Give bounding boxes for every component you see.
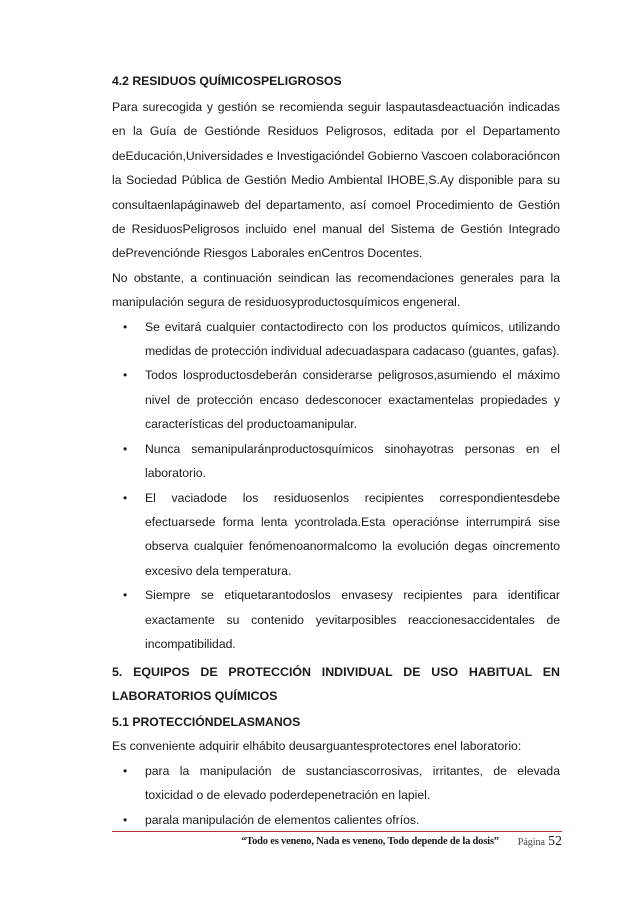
bullet-icon: •: [123, 588, 128, 603]
section-4-2-title: 4.2 RESIDUOS QUÍMICOSPELIGROSOS: [112, 74, 342, 88]
page-content: [112, 72, 560, 832]
bullet-item: • Se evitará cualquier contactodirecto con los productos químicos, utilizando medidas de protección individual adecuadaspara cadacaso (guantes, gafas).: [112, 315, 560, 364]
section-4-2-paragraph-1: Para surecogida y gestión se recomienda seguir laspautasdeactuación indicadas en la Guía de Gestiónde Residuos Peligrosos, editada por el Departamento deEducación,Universidades e Investigacióndel Gobierno Vascoen colaboracióncon la Sociedad Pública de Gestión Medio Ambiental IHOBE,S.Ay disponible para su consultaenlapáginaweb del departamento, así comoel Procedimiento de Gestión de ResiduosPeligrosos incluido enel manual del Sistema de Gestión Integrado dePrevenciónde Riesgos Laborales enCentros Docentes.: [112, 100, 560, 261]
section-5-1-bullet-list: [112, 759, 560, 832]
bullet-item: • para la manipulación de sustanciascorrosivas, irritantes, de elevada toxicidad o de elevado poderdepenetración en lapiel.: [112, 759, 560, 808]
bullet-item: • Nunca semanipularánproductosquímicos sinohayotras personas en el laboratorio.: [112, 437, 560, 486]
bullet-icon: •: [123, 812, 128, 827]
page-footer: [112, 836, 562, 856]
page-label-text: Página: [517, 837, 545, 848]
page-number-label: [518, 834, 562, 850]
bullet-item: • parala manipulación de elementos calientes ofríos.: [112, 808, 560, 832]
section-5-1-paragraph-1: Es conveniente adquirir elhábito deusarguantesprotectores enel laboratorio:: [112, 739, 522, 754]
bullet-item: • Siempre se etiquetarantodoslos envasesy recipientes para identificar exactamente su contenido yevitarposibles reaccionesaccidentales de incompatibilidad.: [112, 583, 560, 656]
bullet-icon: •: [123, 319, 128, 334]
bullet-icon: •: [123, 763, 128, 778]
section-4-2-bullet-list: [112, 315, 560, 657]
bullet-item: • El vaciadode los residuosenlos recipientes correspondientesdebe efectuarsede forma lenta ycontrolada.Esta operaciónse interrumpirá sise observa cualquier fenómenoanormalcomo la evolución degas oincremento excesivo dela temperatura.: [112, 486, 560, 584]
section-5-title: 5. EQUIPOS DE PROTECCIÓN INDIVIDUAL DE USO HABITUAL EN LABORATORIOS QUÍMICOS: [112, 665, 560, 704]
bullet-icon: •: [123, 490, 128, 505]
footer-divider: [112, 831, 562, 832]
page-number: 52: [548, 834, 562, 849]
section-5-1-title: 5.1 PROTECCIÓNDELASMANOS: [112, 715, 301, 730]
footer-quote: “Todo es veneno, Nada es veneno, Todo depende de la dosis”: [241, 836, 499, 847]
bullet-item: • Todos losproductosdeberán considerarse peligrosos,asumiendo el máximo nivel de protección encaso dedesconocer exactamentelas propiedades y características del productoamanipular.: [112, 363, 560, 436]
bullet-icon: •: [123, 441, 128, 456]
bullet-icon: •: [123, 368, 128, 383]
section-4-2-paragraph-2: No obstante, a continuación seindican las recomendaciones generales para la manipulación segura de residuosyproductosquímicos engeneral.: [112, 270, 560, 310]
